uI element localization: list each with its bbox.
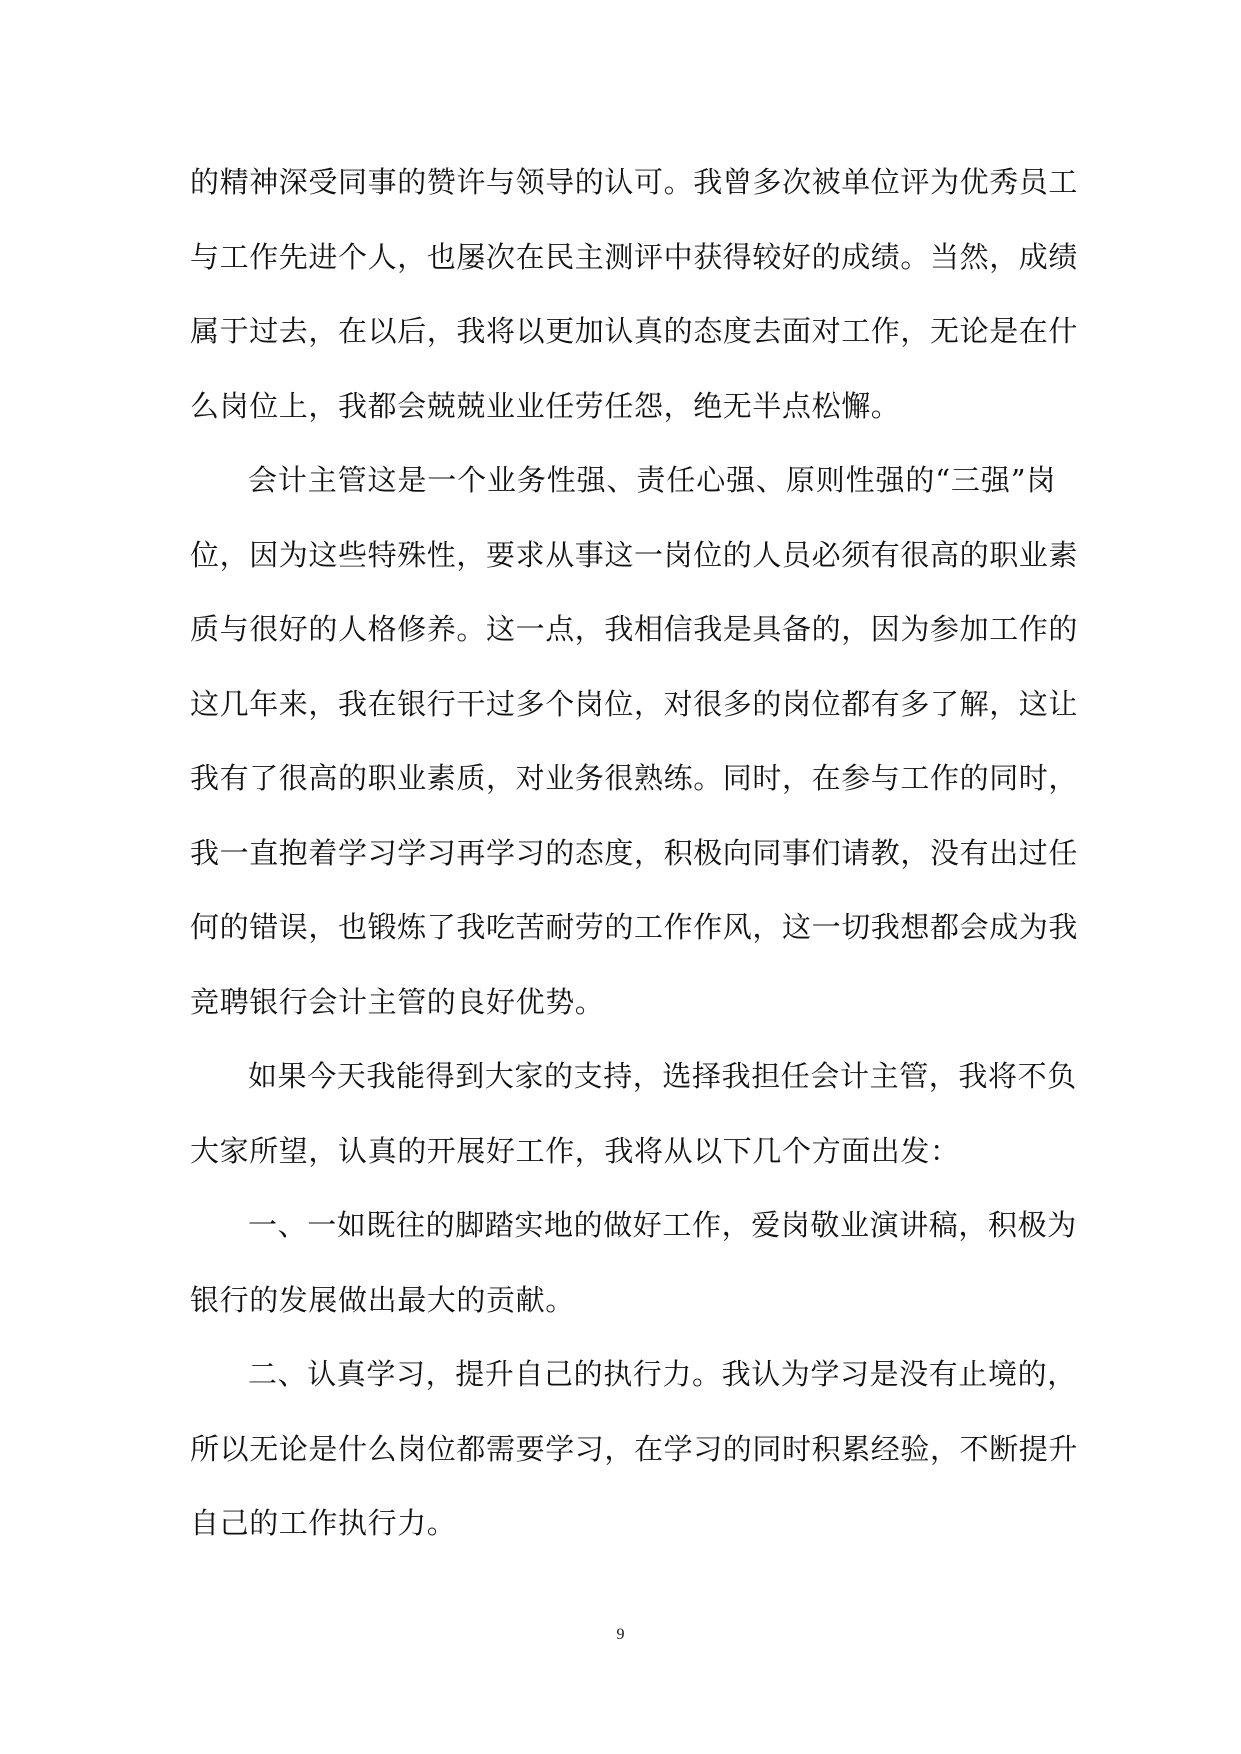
text-line: 大家所望，认真的开展好工作，我将从以下几个方面出发： (190, 1133, 960, 1168)
text-line: 何的错误，也锻炼了我吃苦耐劳的工作作风，这一切我想都会成为我 (190, 910, 1079, 944)
text-line: 竞聘银行会计主管的良好优势。 (190, 984, 605, 1019)
text-line: 这几年来，我在银行干过多个岗位，对很多的岗位都有多了解，这让 (190, 686, 1079, 721)
page-number: 9 (616, 1626, 625, 1643)
text-line: 与工作先进个人，也屡次在民主测评中获得较好的成绩。当然，成绩 (190, 239, 1079, 274)
text-line: 位，因为这些特殊性，要求从事这一岗位的人员必须有很高的职业素 (190, 537, 1079, 572)
text-line: 如果今天我能得到大家的支持，选择我担任会计主管，我将不负 (248, 1059, 1077, 1093)
text-line: 我一直抱着学习学习再学习的态度，积极向同事们请教，没有出过任 (190, 835, 1079, 870)
text-line: 银行的发展做出最大的贡献。 (190, 1282, 575, 1317)
text-line: 自己的工作执行力。 (190, 1506, 457, 1540)
text-line: 么岗位上，我都会兢兢业业任劳任怨，绝无半点松懈。 (190, 388, 901, 423)
text-line: 质与很好的人格修养。这一点，我相信我是具备的，因为参加工作的 (190, 612, 1079, 646)
text-line: 我有了很高的职业素质，对业务很熟练。同时，在参与工作的同时， (190, 761, 1079, 795)
text-line: 会计主管这是一个业务性强、责任心强、原则性强的“三强”岗 (248, 463, 1056, 497)
text-line: 属于过去，在以后，我将以更加认真的态度去面对工作，无论是在什 (190, 314, 1079, 348)
text-line: 二、认真学习，提升自己的执行力。我认为学习是没有止境的， (248, 1357, 1077, 1391)
body-text (190, 145, 1079, 1561)
text-line: 所以无论是什么岗位都需要学习，在学习的同时积累经验，不断提升 (190, 1431, 1079, 1466)
text-line: 的精神深受同事的赞许与领导的认可。我曾多次被单位评为优秀员工 (190, 165, 1079, 199)
text-line: 一、一如既往的脚踏实地的做好工作，爱岗敬业演讲稿，积极为 (248, 1208, 1077, 1242)
